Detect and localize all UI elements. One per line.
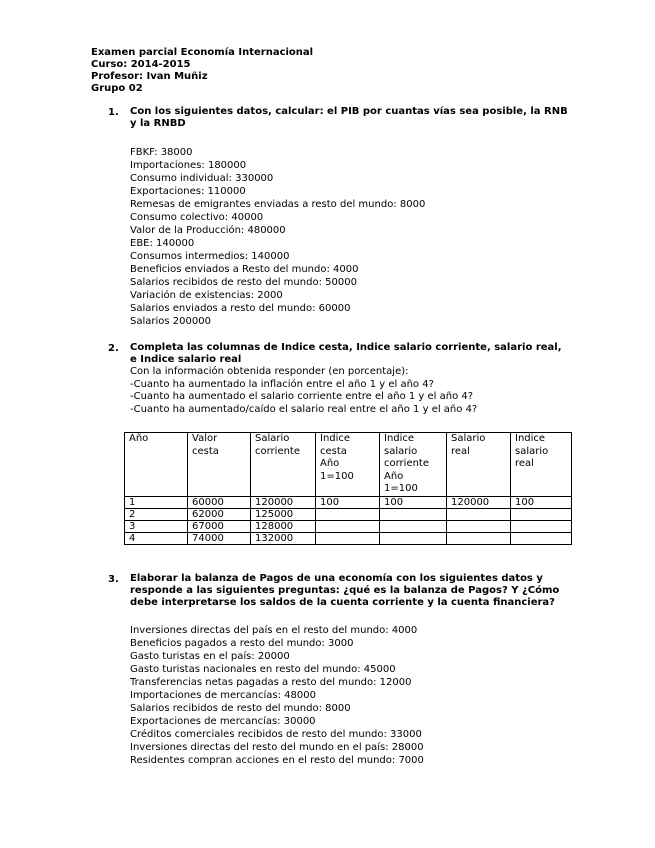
- header-text: 1=100: [320, 470, 354, 482]
- question-1-number: 1.: [108, 107, 119, 118]
- data-item: Valor de la Producción: 480000: [130, 225, 286, 236]
- data-item: EBE: 140000: [130, 238, 195, 249]
- question-1-title: Con los siguientes datos, calcular: el PIB por cuantas vías sea posible, la RNB y la RNBD: [130, 106, 568, 129]
- question-2-title: Completa las columnas de Indice cesta, Indice salario corriente, salario real, e Indice salario real: [130, 342, 562, 365]
- table-header-cell: [125, 433, 188, 497]
- header-text: Salario: [451, 433, 486, 444]
- question-2-number: 2.: [108, 343, 119, 354]
- table-cell: [380, 533, 447, 545]
- header-text: Año: [384, 470, 404, 482]
- data-item: Transferencias netas pagadas a resto del mundo: 12000: [130, 677, 412, 688]
- table-cell: 100: [380, 497, 447, 509]
- table-cell: 128000: [251, 521, 316, 533]
- question-2-instructions: [108, 366, 568, 416]
- data-item: Importaciones de mercancías: 48000: [130, 690, 316, 701]
- course-line: Curso: 2014-2015: [91, 59, 191, 70]
- table-row: [125, 497, 572, 509]
- table-cell: [380, 521, 447, 533]
- data-item: Importaciones: 180000: [130, 160, 247, 171]
- professor-line: Profesor: Ivan Muñiz: [91, 71, 208, 82]
- data-item: Salarios enviados a resto del mundo: 60000: [130, 303, 351, 314]
- header-text: Indice: [384, 433, 415, 444]
- question-3-title: Elaborar la balanza de Pagos de una economía con los siguientes datos y responde a las siguientes preguntas: ¿qué es la balanza de Pagos? Y ¿Cómo debe interpretarse los saldos de la cuenta corriente y la cuenta financiera?: [130, 573, 560, 608]
- instruction-line: -Cuanto ha aumentado la inflación entre el año 1 y el año 4?: [130, 378, 434, 390]
- instruction-line: -Cuanto ha aumentado el salario corriente entre el año 1 y el año 4?: [130, 391, 474, 402]
- data-item: Exportaciones de mercancías: 30000: [130, 716, 316, 727]
- question-1-data-list: [130, 146, 568, 328]
- table-cell: [447, 509, 511, 521]
- table-header-row: [125, 433, 572, 497]
- table-cell: 120000: [447, 497, 511, 509]
- header-text: real: [515, 458, 534, 469]
- question-2: [108, 342, 568, 416]
- header-text: salario: [384, 445, 418, 457]
- instruction-line: Con la información obtenida responder (en porcentaje):: [130, 366, 409, 377]
- data-item: Beneficios enviados a Resto del mundo: 4000: [130, 264, 359, 275]
- data-item: Variación de existencias: 2000: [130, 290, 283, 301]
- data-item: Exportaciones: 110000: [130, 186, 246, 197]
- table-cell: 60000: [188, 497, 251, 509]
- data-item: Inversiones directas del país en el resto del mundo: 4000: [130, 625, 418, 636]
- index-table: [124, 432, 572, 545]
- table-cell: 120000: [251, 497, 316, 509]
- table-header-cell: [380, 433, 447, 497]
- header-text: Valor: [192, 433, 218, 444]
- table-header-cell: [188, 433, 251, 497]
- header-text: Indice: [515, 433, 546, 444]
- data-item: FBKF: 38000: [130, 147, 193, 158]
- table-cell: [316, 533, 380, 545]
- table-row: [125, 509, 572, 521]
- table-cell: [316, 521, 380, 533]
- group-line: Grupo 02: [91, 83, 143, 94]
- data-item: Consumos intermedios: 140000: [130, 251, 290, 262]
- data-item: Gasto turistas nacionales en resto del mundo: 45000: [130, 664, 396, 675]
- header-text: 1=100: [384, 483, 418, 494]
- table-cell: [447, 533, 511, 545]
- table-row: [125, 521, 572, 533]
- table-header-cell: [251, 433, 316, 497]
- data-item: Beneficios pagados a resto del mundo: 3000: [130, 638, 354, 649]
- table-cell: [380, 509, 447, 521]
- table-cell: 4: [125, 533, 188, 545]
- table-header-cell: [511, 433, 572, 497]
- table-cell: 1: [125, 497, 188, 509]
- data-item: Salarios 200000: [130, 316, 211, 327]
- table-cell: [316, 509, 380, 521]
- table-cell: 2: [125, 509, 188, 521]
- data-item: Créditos comerciales recibidos de resto del mundo: 33000: [130, 729, 422, 740]
- header-text: cesta: [192, 445, 219, 457]
- table-cell: 67000: [188, 521, 251, 533]
- table-cell: [511, 533, 572, 545]
- exam-title: Examen parcial Economía Internacional: [91, 47, 314, 58]
- header-text: corriente: [255, 445, 301, 457]
- exam-header: [91, 47, 313, 95]
- header-text: corriente: [384, 458, 430, 469]
- data-item: Salarios recibidos de resto del mundo: 8000: [130, 703, 351, 714]
- header-text: Indice: [320, 433, 351, 444]
- question-3: [108, 573, 568, 767]
- header-text: real: [451, 445, 470, 457]
- table-header-cell: [447, 433, 511, 497]
- question-1: [108, 106, 568, 328]
- table-cell: 74000: [188, 533, 251, 545]
- table-cell: 100: [511, 497, 572, 509]
- table-cell: 100: [316, 497, 380, 509]
- question-3-data-list: [130, 624, 568, 767]
- table-cell: [511, 509, 572, 521]
- question-3-number: 3.: [108, 574, 119, 585]
- table-cell: 62000: [188, 509, 251, 521]
- header-text: Salario: [255, 433, 290, 444]
- table-cell: 125000: [251, 509, 316, 521]
- header-text: salario: [515, 445, 549, 457]
- instruction-line: -Cuanto ha aumentado/caído el salario real entre el año 1 y el año 4?: [130, 403, 478, 415]
- data-item: Remesas de emigrantes enviadas a resto del mundo: 8000: [130, 199, 426, 210]
- data-item: Consumo colectivo: 40000: [130, 212, 264, 223]
- table-cell: [511, 521, 572, 533]
- data-item: Salarios recibidos de resto del mundo: 50000: [130, 277, 357, 288]
- table-cell: 132000: [251, 533, 316, 545]
- table-row: [125, 533, 572, 545]
- header-text: cesta: [320, 445, 347, 457]
- data-item: Gasto turistas en el país: 20000: [130, 651, 290, 662]
- table-header-cell: [316, 433, 380, 497]
- data-item: Inversiones directas del resto del mundo en el país: 28000: [130, 742, 424, 753]
- data-item: Consumo individual: 330000: [130, 173, 274, 184]
- header-text: Año: [129, 433, 149, 444]
- table-cell: 3: [125, 521, 188, 533]
- data-item: Residentes compran acciones en el resto del mundo: 7000: [130, 755, 424, 766]
- table-cell: [447, 521, 511, 533]
- header-text: Año: [320, 458, 340, 469]
